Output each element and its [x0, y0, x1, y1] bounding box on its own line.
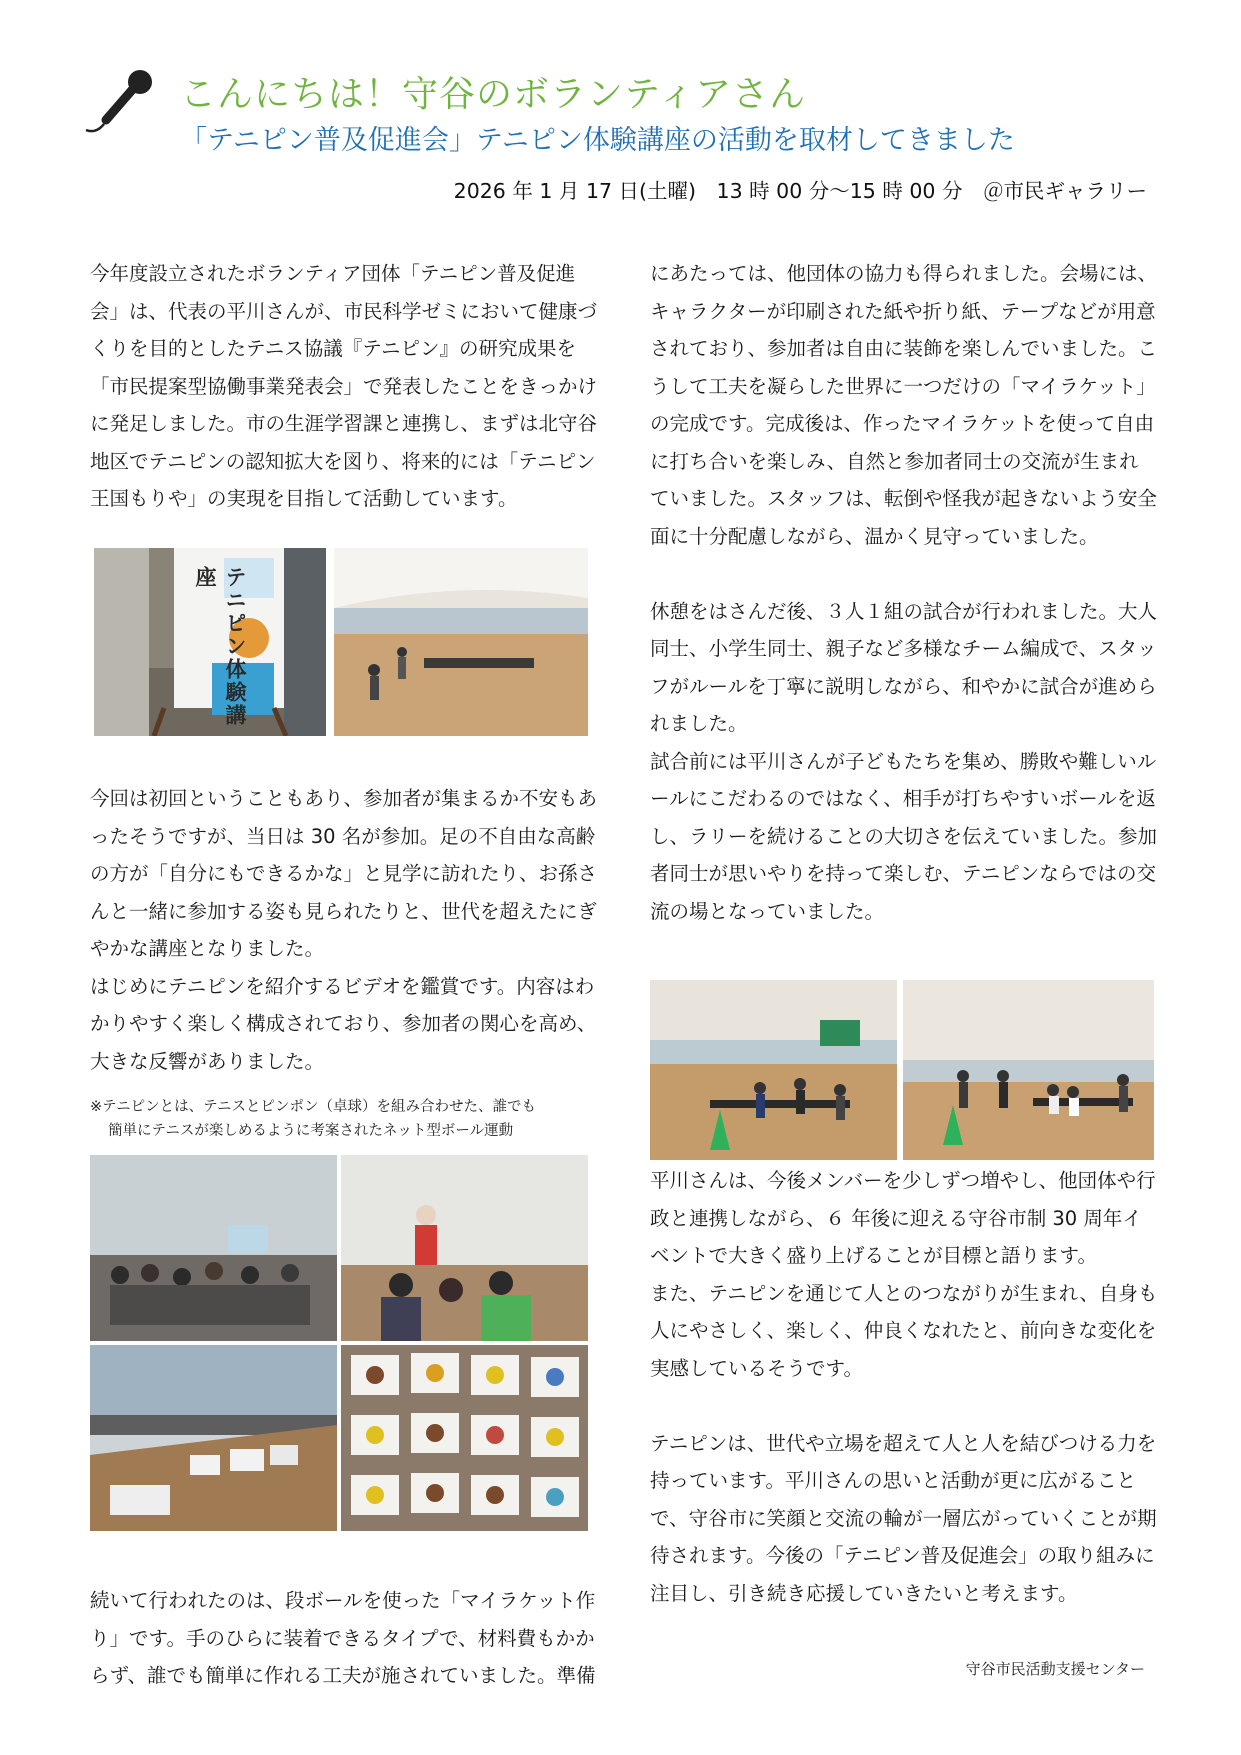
participants-paragraph: 今回は初回ということもあり、参加者が集まるか不安もあったそうですが、当日は 30 名が参加。足の不自由な高齢の方が「自分にもできるかな」と見学に訪れたり、お孫さんと一緒に参加する姿も見られたりと、世代を超えたにぎやかな講座となりました。: [90, 787, 598, 960]
page-subtitle: 「テニピン普及促進会」テニピン体験講座の活動を取材してきました: [180, 125, 1015, 156]
left-racket-text: [90, 1582, 598, 1695]
microphone-icon: [82, 68, 162, 138]
photo-video-viewing: [90, 1155, 337, 1341]
note-line-1: ※テニピンとは、テニスとピンポン（卓球）を組み合わせた、誰でも: [90, 1099, 536, 1115]
photo-match-group: [903, 980, 1154, 1160]
left-intro-text: [90, 255, 598, 518]
left-middle-text: [90, 780, 598, 1080]
decoration-paragraph: にあたっては、他団体の協力も得られました。会場には、キャラクターが印刷された紙や折り紙、テープなどが用意されており、参加者は自由に装飾を楽しんでいました。こうして工夫を凝らした世界に一つだけの「マイラケット」の完成です。完成後は、作ったマイラケットを使って自由に打ち合いを楽しみ、自然と参加者同士の交流が生まれていました。スタッフは、転倒や怪我が起きないよう安全面に十分配慮しながら、温かく見守っていました。: [650, 262, 1158, 548]
match-paragraph: 休憩をはさんだ後、３人１組の試合が行われました。大人同士、小学生同士、親子など多様なチーム編成で、スタッフがルールを丁寧に説明しながら、和やかに試合が進められました。: [650, 599, 1158, 735]
rules-paragraph: 試合前には平川さんが子どもたちを集め、勝敗や難しいルールにこだわるのではなく、相手が打ちやすいボールを返し、ラリーを続けることの大切さを伝えていました。参加者同士が思いやりを持って楽しむ、テニピンならではの交流の場となっていました。: [650, 749, 1158, 923]
change-paragraph: また、テニピンを通じて人とのつながりが生まれ、自身も人にやさしく、楽しく、仲良くなれたと、前向きな変化を実感しているそうです。: [650, 1281, 1158, 1380]
right-lower-text: [650, 1162, 1158, 1612]
photo-character-papers: [341, 1345, 588, 1531]
note-line-2: 簡単にテニスが楽しめるように考案されたネット型ボール運動: [108, 1123, 514, 1139]
closing-paragraph: テニピンは、世代や立場を超えて人と人を結びつける力を持っています。平川さんの思いと活動が更に広がることで、守谷市に笑顔と交流の輪が一層広がっていくことが期待されます。今後の「テニピン普及促進会」の取り組みに注目し、引き続き応援していきたいと考えます。: [650, 1431, 1157, 1605]
photo-instructor-talk: [341, 1155, 588, 1341]
racket-paragraph: 続いて行われたのは、段ボールを使った「マイラケット作り」です。手のひらに装着できるタイプで、材料費もかからず、誰でも簡単に作れる工夫が施されていました。準備: [90, 1589, 596, 1687]
video-paragraph: はじめにテニピンを紹介するビデオを鑑賞です。内容はわかりやすく楽しく構成されており、参加者の関心を高め、大きな反響がありました。: [90, 974, 597, 1073]
tenipin-note: [90, 1095, 610, 1143]
goal-paragraph: 平川さんは、今後メンバーを少しずつ増やし、他団体や行政と連携しながら、６ 年後に迎える守谷市制 30 周年イベントで大きく盛り上げることが目標と語ります。: [650, 1169, 1156, 1267]
footer-credit: 守谷市民活動支援センター: [965, 1660, 1145, 1678]
right-upper-text: [650, 255, 1158, 930]
page-title: こんにちは！守谷のボランティアさん: [180, 74, 807, 115]
photo-craft-table: [90, 1345, 337, 1531]
event-dateline: 2026 年 1 月 17 日(土曜) 13 時 00 分～15 時 00 分 ＠市民ギャラリー: [453, 179, 1147, 203]
sign-text: テニピン体験講座: [193, 566, 247, 727]
intro-paragraph: 今年度設立されたボランティア団体「テニピン普及促進会」は、代表の平川さんが、市民科学ゼミにおいて健康づくりを目的としたテニス協議『テニピン』の研究成果を「市民提案型協働事業発表会」で発表したことをきっかけに発足しました。市の生涯学習課と連携し、まずは北守谷地区でテニピンの認知拡大を図り、将来的には「テニピン王国もりや」の実現を目指して活動しています。: [90, 262, 598, 510]
photo-event-sign: [94, 548, 326, 736]
photo-gym-hall: [334, 548, 588, 736]
photo-match-play: [650, 980, 897, 1160]
